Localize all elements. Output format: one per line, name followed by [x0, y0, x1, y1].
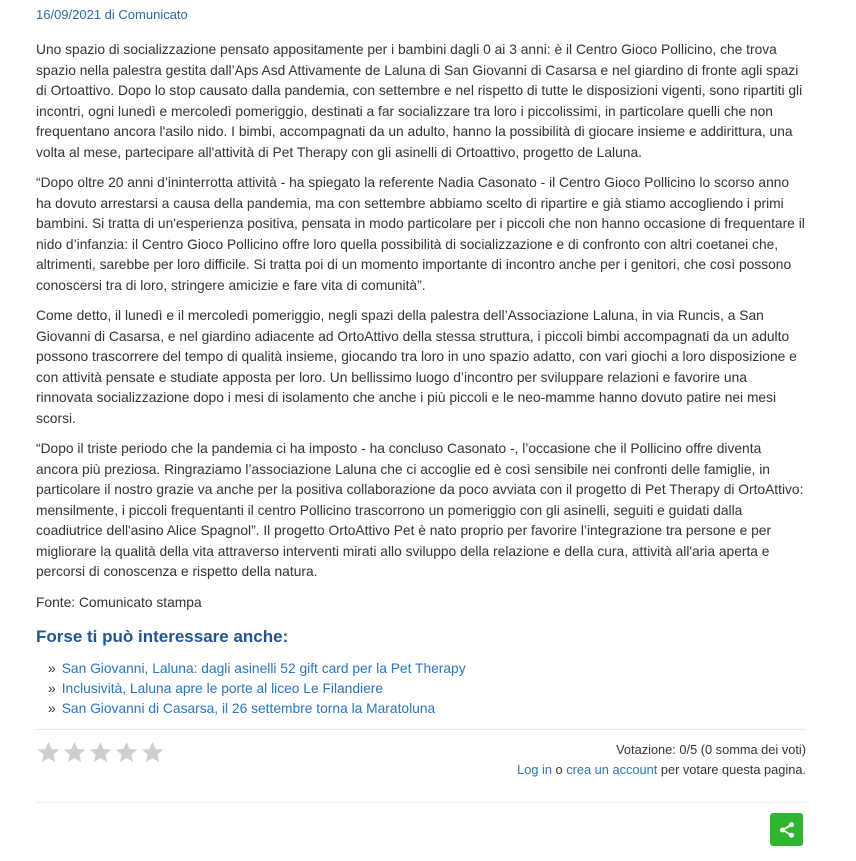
article-paragraph: “Dopo il triste periodo che la pandemia ci ha imposto - ha concluso Casonato -, l’occasione che il Pollicino offre diventa ancora più preziosa. Ringraziamo l’associazione Laluna che ci accoglie ed è così sensibile nei confronti delle famiglie, in particolare il nostro grazie va anche per la positiva collaborazione da poco avviata con il progetto di Pet Therapy di OrtoAttivo: mensilmente, i piccoli frequentanti il centro Pollicino trascorrono un pomeriggio con gli asinelli, seguiti e guidati dalla coadiutrice dell'asino Alice Spagnol”. Il progetto OrtoAttivo Pet è nato proprio per favorire l’integrazione tra persone e per migliorare la qualità della vita attraverso interventi mirati allo sviluppo della relazione e della cura, attività all'aria aperta e percorsi di conoscenza e rispetto della natura.	[36, 441, 804, 579]
related-link-2[interactable]: Inclusività, Laluna apre le porte al liceo Le Filandiere	[61, 681, 384, 696]
or-text: o	[552, 762, 567, 777]
article-paragraph: Uno spazio di socializzazione pensato appositamente per i bambini dagli 0 ai 3 anni: è il Centro Gioco Pollicino, che trova spazio nella palestra gestita dall’Aps Asd Attivamente de Laluna di San Giovanni di Casarsa e nel giardino di fronte agli spazi di Ortoattivo. Dopo lo stop causato dalla pandemia, con settembre e nel rispetto di tutte le disposizioni vigenti, sono ripartiti gli incontri, ogni lunedì e mercoledì pomeriggio, destinati a far socializzare tra loro i piccolissimi, in particolare quelli che non frequentano ancora l'asilo nido. I bimbi, accompagnati da un adulto, hanno la possibilità di giocare insieme e addirittura, una volta al mese, partecipare all'attività di Pet Therapy con gli asinelli di Ortoattivo, progetto de Laluna.	[36, 42, 803, 160]
create-account-link[interactable]: crea un account	[566, 762, 658, 777]
article-paragraph: “Dopo oltre 20 anni d’ininterrotta attività - ha spiegato la referente Nadia Casonato - il Centro Gioco Pollicino lo scorso anno ha dovuto arrestarsi a causa della pandemia, ma con settembre abbiamo scelto di ripartire e già stiamo accogliendo i primi bambini. Si tratta di un'esperienza positiva, pensata in modo particolare per i piccoli che non hanno occasione di frequentare il nido d’infanzia: il Centro Gioco Pollicino offre loro quella possibilità di socializzazione e di confronto con altri coetanei che, altrimenti, sarebbe per loro difficile. Si tratta poi di un momento importante di incontro anche per i genitori, che così possono conoscersi tra di loro, stringere amicizie e fare vita di comunità”.	[36, 175, 805, 293]
bullet-icon: »	[48, 661, 56, 676]
related-title: Forse ti può interessare anche:	[36, 627, 289, 646]
share-button[interactable]	[770, 813, 803, 846]
list-item	[48, 679, 806, 699]
star-icon[interactable]	[88, 740, 113, 765]
bullet-icon: »	[48, 681, 56, 696]
article-body	[36, 40, 806, 613]
related-list	[36, 659, 806, 719]
star-icon[interactable]	[114, 740, 139, 765]
share-area	[36, 803, 806, 846]
related-link-1[interactable]: San Giovanni, Laluna: dagli asinelli 52 gift card per la Pet Therapy	[61, 661, 466, 676]
bullet-icon: »	[48, 701, 56, 716]
star-rating	[36, 740, 165, 765]
star-icon[interactable]	[62, 740, 87, 765]
vote-info	[517, 740, 806, 780]
article-meta: 16/09/2021 di Comunicato	[36, 7, 188, 22]
rating-section	[36, 730, 806, 780]
star-icon[interactable]	[36, 740, 61, 765]
list-item	[48, 699, 806, 719]
star-icon[interactable]	[140, 740, 165, 765]
vote-login-line	[517, 760, 806, 780]
vote-summary: Votazione: 0/5 (0 somma dei voti)	[616, 742, 806, 757]
list-item	[48, 659, 806, 679]
article-source: Fonte: Comunicato stampa	[36, 594, 202, 610]
article-paragraph: Come detto, il lunedì e il mercoledì pomeriggio, negli spazi della palestra dell’Associazione Laluna, in via Runcis, a San Giovanni di Casarsa, e nel giardino adiacente ad OrtoAttivo della stessa struttura, i piccoli bimbi accompagnati da un adulto possono trascorrere del tempo di qualità insieme, giocando tra loro in uno spazio adatto, con vari giochi a loro disposizione e con attività pensate e studiate apposta per loro. Un bellissimo luogo d’incontro per sviluppare relazioni e favorire una rinnovata socializzazione dopo i mesi di isolamento che anche i più piccoli e le neo-mamme hanno dovuto patire nei mesi scorsi.	[36, 308, 797, 426]
share-icon	[778, 821, 796, 839]
vote-suffix: per votare questa pagina.	[657, 762, 806, 777]
related-link-3[interactable]: San Giovanni di Casarsa, il 26 settembre torna la Maratoluna	[61, 701, 436, 716]
login-link[interactable]: Log in	[517, 762, 552, 777]
